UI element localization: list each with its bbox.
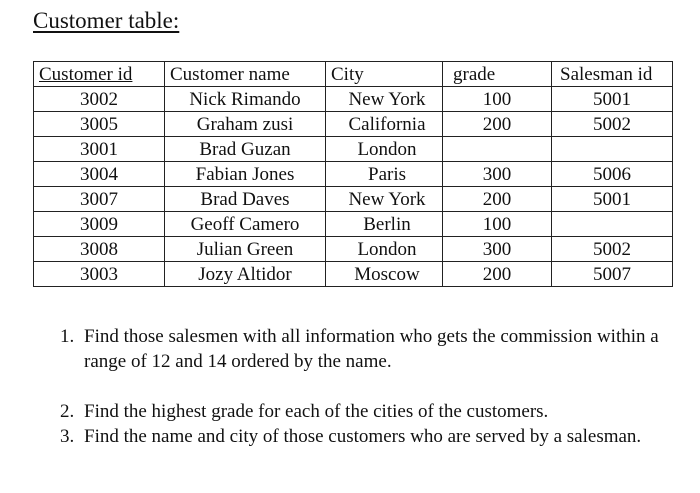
table-row [34, 162, 673, 187]
cell-customer-id: 3004 [34, 162, 165, 187]
question-number: 2. [60, 401, 75, 422]
question-item [60, 424, 690, 449]
cell-customer-name: Brad Daves [165, 187, 326, 212]
cell-city: Berlin [326, 212, 443, 237]
question-item [60, 324, 690, 374]
table-header-row [34, 62, 673, 87]
cell-grade: 100 [443, 212, 552, 237]
cell-grade: 200 [443, 187, 552, 212]
cell-salesman-id [552, 137, 673, 162]
cell-customer-name: Nick Rimando [165, 87, 326, 112]
cell-grade: 200 [443, 262, 552, 287]
page-title: Customer table: [33, 8, 180, 33]
cell-salesman-id: 5001 [552, 187, 673, 212]
cell-city: New York [326, 87, 443, 112]
cell-customer-id: 3003 [34, 262, 165, 287]
cell-city: London [326, 237, 443, 262]
cell-customer-id: 3009 [34, 212, 165, 237]
cell-salesman-id: 5007 [552, 262, 673, 287]
table-row [34, 112, 673, 137]
cell-city: New York [326, 187, 443, 212]
cell-customer-name: Graham zusi [165, 112, 326, 137]
cell-grade: 300 [443, 237, 552, 262]
question-number: 1. [60, 326, 75, 347]
question-text: Find the highest grade for each of the cities of the customers. [84, 401, 549, 422]
cell-customer-name: Geoff Camero [165, 212, 326, 237]
cell-city: California [326, 112, 443, 137]
cell-salesman-id: 5006 [552, 162, 673, 187]
question-number: 3. [60, 426, 75, 447]
question-text: Find the name and city of those customers who are served by a salesman. [84, 426, 642, 447]
table-row [34, 262, 673, 287]
column-header-customer-id: Customer id [34, 62, 165, 87]
table-row [34, 187, 673, 212]
cell-salesman-id: 5002 [552, 237, 673, 262]
cell-salesman-id: 5001 [552, 87, 673, 112]
cell-city: Paris [326, 162, 443, 187]
table-row [34, 137, 673, 162]
cell-grade [443, 137, 552, 162]
question-list [60, 399, 690, 449]
question-item [60, 399, 690, 424]
cell-customer-id: 3008 [34, 237, 165, 262]
cell-salesman-id [552, 212, 673, 237]
question-text: Find those salesmen with all information who gets the commission within a range of 12 and 14 ordered by the name. [84, 326, 659, 372]
cell-customer-id: 3005 [34, 112, 165, 137]
cell-customer-name: Fabian Jones [165, 162, 326, 187]
table-row [34, 212, 673, 237]
customer-table [33, 61, 673, 287]
cell-city: London [326, 137, 443, 162]
cell-grade: 300 [443, 162, 552, 187]
cell-city: Moscow [326, 262, 443, 287]
question-list [60, 324, 690, 374]
cell-grade: 100 [443, 87, 552, 112]
cell-salesman-id: 5002 [552, 112, 673, 137]
cell-grade: 200 [443, 112, 552, 137]
table-row [34, 237, 673, 262]
cell-customer-name: Julian Green [165, 237, 326, 262]
cell-customer-name: Jozy Altidor [165, 262, 326, 287]
column-header-grade: grade [443, 62, 552, 87]
cell-customer-id: 3007 [34, 187, 165, 212]
cell-customer-id: 3002 [34, 87, 165, 112]
column-header-salesman-id: Salesman id [552, 62, 673, 87]
column-header-city: City [326, 62, 443, 87]
cell-customer-id: 3001 [34, 137, 165, 162]
table-row [34, 87, 673, 112]
cell-customer-name: Brad Guzan [165, 137, 326, 162]
column-header-customer-name: Customer name [165, 62, 326, 87]
